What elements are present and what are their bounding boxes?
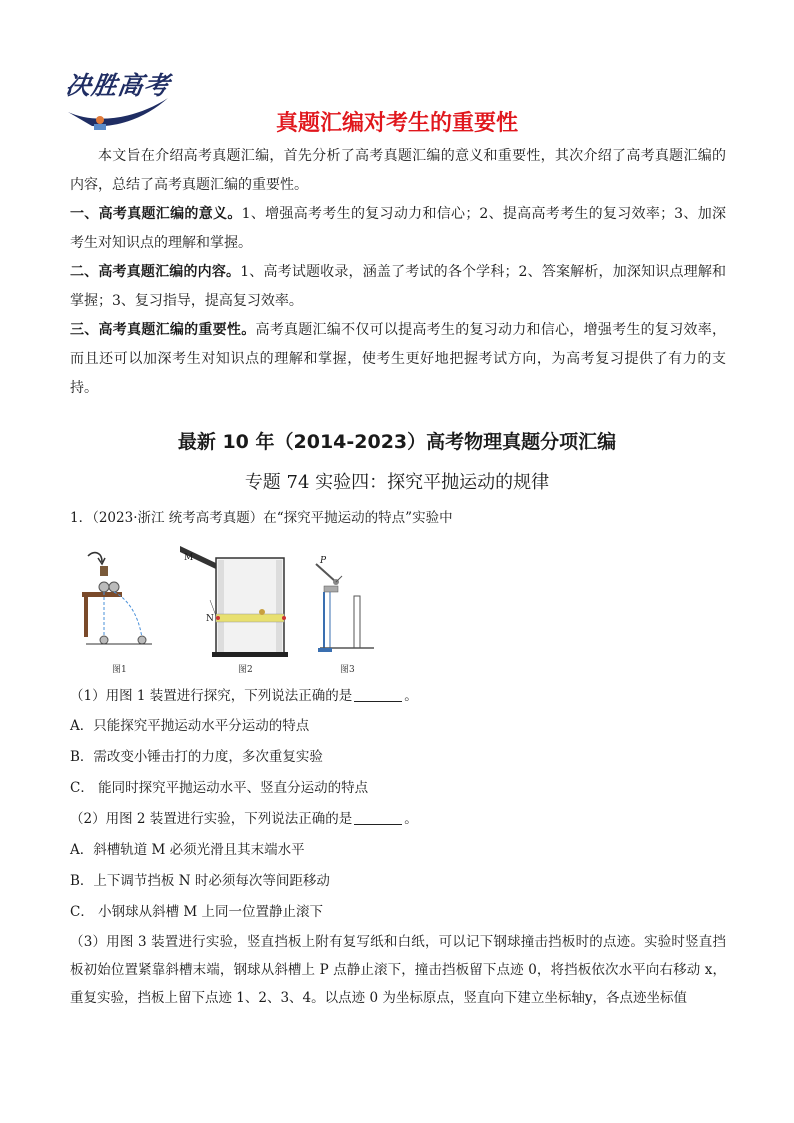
point-1-label: 一、高考真题汇编的意义。 <box>70 206 242 222</box>
figure-2-apparatus <box>178 540 296 660</box>
label-n: N <box>206 614 214 624</box>
q3-text: （3）用图 3 装置进行实验，竖直挡板上附有复写纸和白纸，可以记下钢球撞击挡板时的点迹。实验时竖直挡板初始位置紧靠斜槽末端，钢球从斜槽上 P 点静止滚下，撞击挡板留下点迹 0，将挡板依次水平向右移动 x，重复实验，挡板上留下点迹 1、2、3、4。以点迹 0 为坐标原点，竖直向下建立坐标轴y，各点迹坐标值 <box>70 934 726 1006</box>
q2-end: 。 <box>404 811 418 827</box>
q2-text: （2）用图 2 装置进行实验，下列说法正确的是 <box>70 811 353 827</box>
q2-option-a: A．斜槽轨道 M 必须光滑且其末端水平 <box>70 842 305 858</box>
q1-option-c: C． 能同时探究平抛运动水平、竖直分运动的特点 <box>70 780 369 796</box>
q1-answer-blank[interactable] <box>354 687 402 702</box>
q1-text: （1）用图 1 装置进行探究，下列说法正确的是 <box>70 688 353 704</box>
label-m: M <box>184 553 194 563</box>
point-1 <box>70 200 726 258</box>
q1-end: 。 <box>404 688 418 704</box>
section-title: 最新 10 年（2014-2023）高考物理真题分项汇编 <box>177 431 617 453</box>
figure-1-caption: 图1 <box>112 665 127 675</box>
q1-option-b: B．需改变小锤击打的力度，多次重复实验 <box>70 749 323 765</box>
point-2 <box>70 258 726 316</box>
point-1-text: 1、增强高考考生的复习动力和信心；2、提高高考考生的复习效率；3、加深考生对知识点的理解和掌握。 <box>70 206 726 251</box>
point-2-text: 1、高考试题收录，涵盖了考试的各个学科；2、答案解析，加深知识点理解和掌握；3、复习指导，提高复习效率。 <box>70 264 727 309</box>
figure-1-apparatus <box>76 548 156 648</box>
label-p: P <box>320 556 327 566</box>
point-2-label: 二、高考真题汇编的内容。 <box>70 264 241 280</box>
figure-3-apparatus <box>312 556 376 656</box>
sub-title: 专题 74 实验四：探究平抛运动的规律 <box>244 472 550 493</box>
question-intro: 1．（2023·浙江 统考高考真题）在“探究平抛运动的特点”实验中 <box>70 510 453 526</box>
q1-stem <box>70 686 418 706</box>
point-3-label: 三、高考真题汇编的重要性。 <box>70 322 256 338</box>
logo-text: 决胜高考 <box>63 71 172 100</box>
q1-option-a: A．只能探究平抛运动水平分运动的特点 <box>70 718 310 734</box>
q2-option-b: B．上下调节挡板 N 时必须每次等间距移动 <box>70 873 330 889</box>
intro-paragraph: 本文旨在介绍高考真题汇编，首先分析了高考真题汇编的意义和重要性，其次介绍了高考真题汇编的内容，总结了高考真题汇编的重要性。 <box>70 148 726 193</box>
q2-stem <box>70 809 418 829</box>
page-title: 真题汇编对考生的重要性 <box>275 111 518 136</box>
q2-answer-blank[interactable] <box>354 810 402 825</box>
point-3-text: 高考真题汇编不仅可以提高考生的复习动力和信心，增强考生的复习效率，而且还可以加深考生对知识点的理解和掌握，使考生更好地把握考试方向，为高考复习提供了有力的支持。 <box>70 322 727 396</box>
point-3 <box>70 316 726 403</box>
q2-option-c: C． 小钢球从斜槽 M 上同一位置静止滚下 <box>70 904 324 920</box>
figure-3-caption: 图3 <box>340 665 355 675</box>
figure-2-caption: 图2 <box>238 665 253 675</box>
